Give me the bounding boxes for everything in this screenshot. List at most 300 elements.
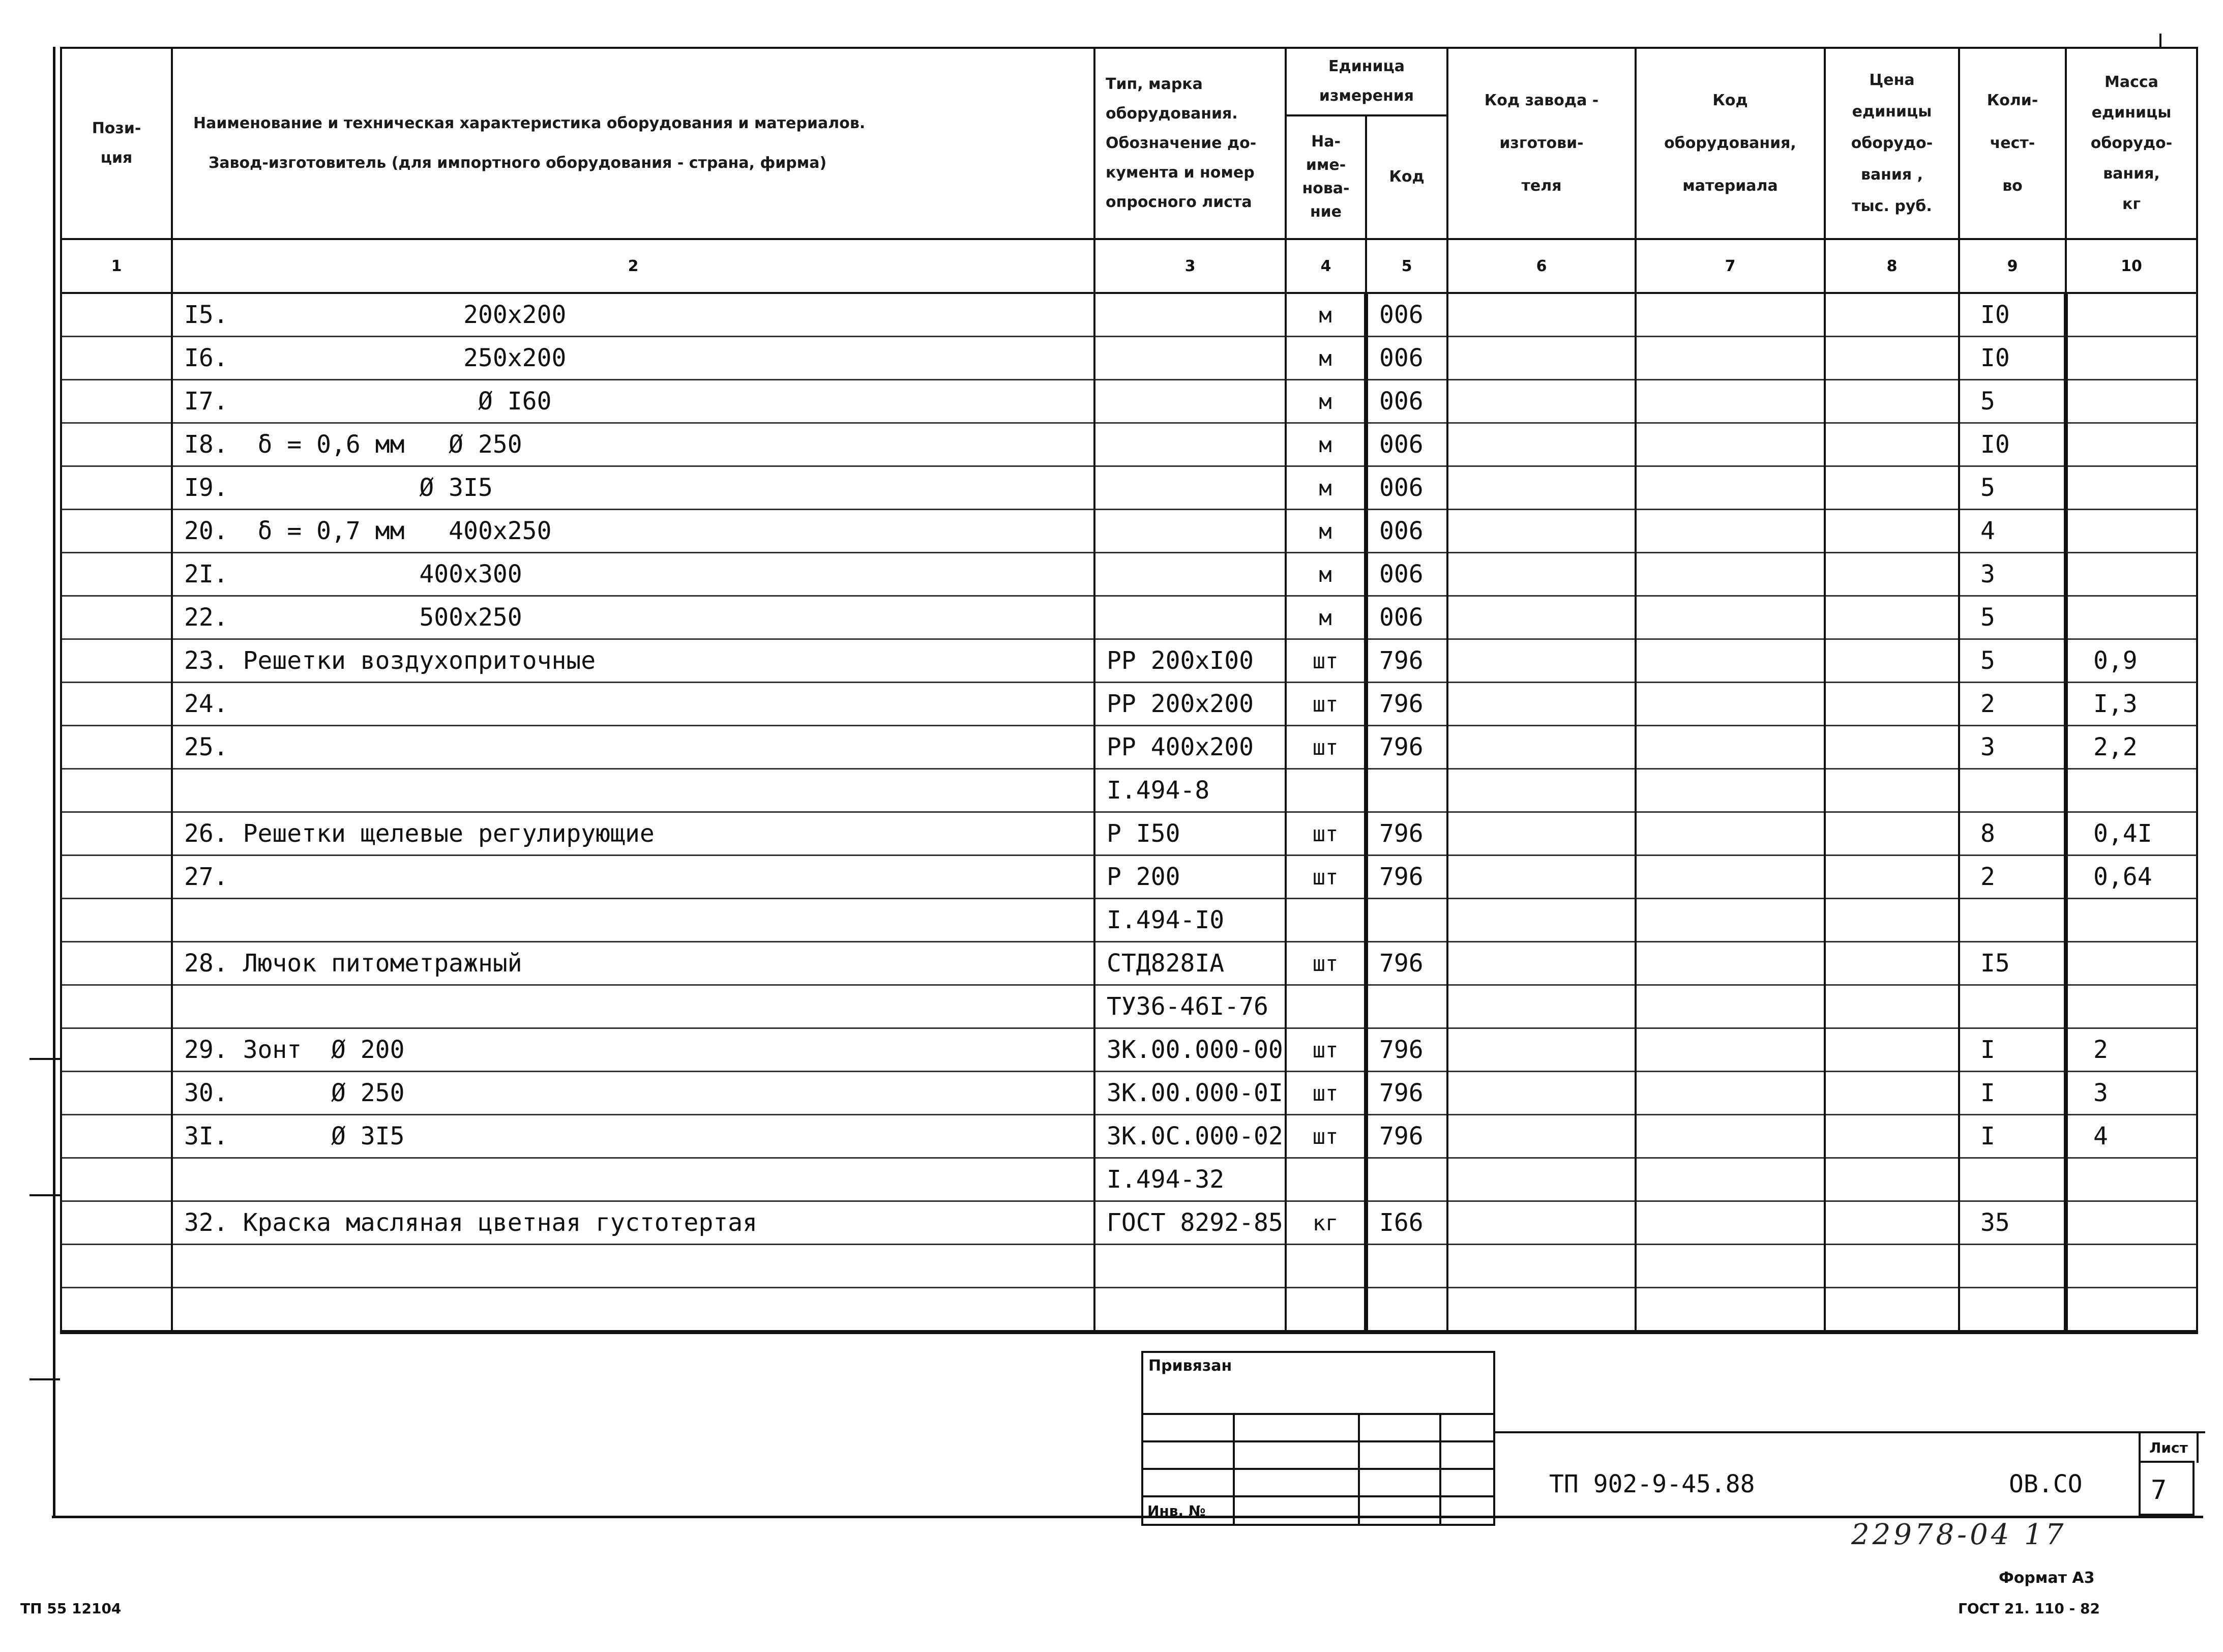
- cell-c10: [2066, 596, 2197, 639]
- header-name-line2: Завод-изготовитель (для импортного оборудования - страна, фирма): [209, 154, 827, 172]
- cell-c6: [1447, 1072, 1636, 1115]
- cell-c1: [61, 899, 172, 942]
- stamp-cell: [1234, 1414, 1359, 1441]
- cell-c7: [1636, 899, 1825, 942]
- cell-c2: 3I. Ø 3I5: [172, 1115, 1094, 1158]
- cell-c2: 23. Решетки воздухоприточные: [172, 639, 1094, 683]
- cell-c1: [61, 1115, 172, 1158]
- cell-c10: 0,64: [2066, 855, 2197, 899]
- cell-c1: [61, 1158, 172, 1201]
- specification-table: [60, 47, 2198, 1334]
- cell-c9: I0: [1959, 293, 2066, 337]
- cell-c4: шт: [1286, 942, 1366, 985]
- stamp-cell: [1234, 1496, 1359, 1525]
- specification-body: [61, 293, 2197, 1332]
- cell-c6: [1447, 1201, 1636, 1245]
- cell-c8: [1825, 855, 1959, 899]
- cell-c5: 796: [1366, 855, 1447, 899]
- cell-c2: 25.: [172, 726, 1094, 769]
- cell-c4: [1286, 1158, 1366, 1201]
- cell-c10: [2066, 380, 2197, 423]
- cell-c7: [1636, 293, 1825, 337]
- cell-c10: [2066, 899, 2197, 942]
- cell-c8: [1825, 942, 1959, 985]
- cell-c2: 24.: [172, 683, 1094, 726]
- col-number: 10: [2066, 239, 2197, 293]
- left-frame-line: [53, 47, 55, 1517]
- col-number: 9: [1959, 239, 2066, 293]
- stamp-title: Привязан: [1142, 1352, 1494, 1414]
- cell-c2: 32. Краска масляная цветная густотертая: [172, 1201, 1094, 1245]
- cell-c8: [1825, 1028, 1959, 1072]
- cell-c9: 4: [1959, 510, 2066, 553]
- cell-c8: [1825, 380, 1959, 423]
- cell-c9: 8: [1959, 812, 2066, 855]
- col-number: 1: [61, 239, 172, 293]
- cell-c10: I,3: [2066, 683, 2197, 726]
- header-unit-group: [1286, 48, 1447, 115]
- cell-c1: [61, 553, 172, 596]
- corner-tick: [2159, 34, 2161, 47]
- sheet-number: 7: [2139, 1461, 2195, 1516]
- header-name-line1: Наименование и техническая характеристика оборудования и материалов.: [193, 114, 866, 132]
- cell-c7: [1636, 812, 1825, 855]
- cell-c4: шт: [1286, 1028, 1366, 1072]
- binding-stamp: [1141, 1351, 1495, 1526]
- cell-c2: 28. Лючок питометражный: [172, 942, 1094, 985]
- cell-c2: 20. δ = 0,7 мм 400х250: [172, 510, 1094, 553]
- cell-c6: [1447, 293, 1636, 337]
- cell-c4: шт: [1286, 812, 1366, 855]
- cell-c10: [2066, 985, 2197, 1028]
- cell-c9: 2: [1959, 855, 2066, 899]
- cell-c2: [172, 1158, 1094, 1201]
- margin-mark: [29, 1194, 60, 1196]
- cell-c6: [1447, 596, 1636, 639]
- cell-c3: [1094, 1245, 1286, 1288]
- cell-c3: [1094, 596, 1286, 639]
- table-row: [61, 380, 2197, 423]
- cell-c8: [1825, 596, 1959, 639]
- cell-c9: 5: [1959, 596, 2066, 639]
- stamp-cell: [1234, 1441, 1359, 1469]
- col-number: 3: [1094, 239, 1286, 293]
- cell-c5: 796: [1366, 1028, 1447, 1072]
- cell-c8: [1825, 812, 1959, 855]
- cell-c9: [1959, 1158, 2066, 1201]
- cell-c7: [1636, 726, 1825, 769]
- cell-c7: [1636, 1201, 1825, 1245]
- col-number: 4: [1286, 239, 1366, 293]
- cell-c10: [2066, 466, 2197, 510]
- table-row: [61, 1201, 2197, 1245]
- cell-c5: 796: [1366, 942, 1447, 985]
- cell-c5: [1366, 769, 1447, 812]
- cell-c6: [1447, 337, 1636, 380]
- cell-c7: [1636, 510, 1825, 553]
- sheet-label: Лист: [2139, 1431, 2199, 1463]
- cell-c10: [2066, 337, 2197, 380]
- cell-c9: [1959, 1245, 2066, 1288]
- cell-c1: [61, 769, 172, 812]
- cell-c6: [1447, 510, 1636, 553]
- table-row: [61, 596, 2197, 639]
- stamp-cell: [1359, 1414, 1440, 1441]
- cell-c1: [61, 726, 172, 769]
- header-quantity: Коли- чест- во: [1959, 48, 2066, 239]
- cell-c9: 5: [1959, 380, 2066, 423]
- cell-c1: [61, 380, 172, 423]
- inventory-number-label: Инв. №: [1142, 1496, 1234, 1525]
- cell-c5: [1366, 1288, 1447, 1333]
- cell-c5: 796: [1366, 639, 1447, 683]
- cell-c1: [61, 423, 172, 466]
- cell-c3: [1094, 510, 1286, 553]
- col-number: 6: [1447, 239, 1636, 293]
- cell-c1: [61, 639, 172, 683]
- cell-c1: [61, 1245, 172, 1288]
- cell-c4: шт: [1286, 855, 1366, 899]
- table-row: [61, 639, 2197, 683]
- cell-c4: шт: [1286, 683, 1366, 726]
- cell-c4: шт: [1286, 1115, 1366, 1158]
- cell-c4: м: [1286, 466, 1366, 510]
- cell-c7: [1636, 596, 1825, 639]
- cell-c7: [1636, 337, 1825, 380]
- cell-c7: [1636, 683, 1825, 726]
- cell-c1: [61, 683, 172, 726]
- cell-c7: [1636, 1288, 1825, 1333]
- cell-c4: м: [1286, 337, 1366, 380]
- cell-c8: [1825, 1245, 1959, 1288]
- header-position: Пози- ция: [61, 48, 172, 239]
- stamp-cell: [1359, 1469, 1440, 1496]
- cell-c10: 2: [2066, 1028, 2197, 1072]
- cell-c5: 796: [1366, 812, 1447, 855]
- cell-c5: [1366, 985, 1447, 1028]
- cell-c4: [1286, 1245, 1366, 1288]
- cell-c9: 3: [1959, 726, 2066, 769]
- cell-c9: 35: [1959, 1201, 2066, 1245]
- cell-c6: [1447, 769, 1636, 812]
- cell-c3: I.494-I0: [1094, 899, 1286, 942]
- cell-c7: [1636, 769, 1825, 812]
- cell-c8: [1825, 899, 1959, 942]
- cell-c9: 5: [1959, 466, 2066, 510]
- bottom-left-code: ТП 55 12104: [20, 1600, 122, 1617]
- cell-c1: [61, 1201, 172, 1245]
- header-type: Тип, марка оборудования. Обозначение до- кумента и номер опросного листа: [1094, 48, 1286, 239]
- header-row-1: [61, 48, 2197, 115]
- cell-c8: [1825, 337, 1959, 380]
- cell-c6: [1447, 726, 1636, 769]
- cell-c3: ЗК.0С.000-02: [1094, 1115, 1286, 1158]
- cell-c3: РР 200хI00: [1094, 639, 1286, 683]
- table-row: [61, 1288, 2197, 1333]
- cell-c7: [1636, 1028, 1825, 1072]
- table-row: [61, 683, 2197, 726]
- cell-c5: 796: [1366, 683, 1447, 726]
- cell-c5: 796: [1366, 1115, 1447, 1158]
- cell-c9: [1959, 769, 2066, 812]
- cell-c6: [1447, 942, 1636, 985]
- table-row: [61, 293, 2197, 337]
- table-row: [61, 769, 2197, 812]
- cell-c8: [1825, 423, 1959, 466]
- cell-c1: [61, 985, 172, 1028]
- cell-c10: 3: [2066, 1072, 2197, 1115]
- cell-c10: [2066, 423, 2197, 466]
- cell-c9: I: [1959, 1115, 2066, 1158]
- cell-c6: [1447, 423, 1636, 466]
- stamp-cell: [1359, 1441, 1440, 1469]
- cell-c8: [1825, 466, 1959, 510]
- header-factory-code: Код завода - изготови- теля: [1447, 48, 1636, 239]
- table-row: [61, 510, 2197, 553]
- cell-c3: ЗК.00.000-00: [1094, 1028, 1286, 1072]
- cell-c7: [1636, 1158, 1825, 1201]
- cell-c6: [1447, 553, 1636, 596]
- col-number: 7: [1636, 239, 1825, 293]
- cell-c6: [1447, 639, 1636, 683]
- cell-c9: I: [1959, 1028, 2066, 1072]
- cell-c6: [1447, 683, 1636, 726]
- cell-c8: [1825, 553, 1959, 596]
- cell-c6: [1447, 812, 1636, 855]
- cell-c5: 006: [1366, 380, 1447, 423]
- cell-c9: I0: [1959, 337, 2066, 380]
- cell-c3: I.494-8: [1094, 769, 1286, 812]
- cell-c4: м: [1286, 510, 1366, 553]
- cell-c7: [1636, 466, 1825, 510]
- cell-c7: [1636, 942, 1825, 985]
- cell-c4: м: [1286, 596, 1366, 639]
- cell-c3: ГОСТ 8292-85: [1094, 1201, 1286, 1245]
- cell-c5: 006: [1366, 293, 1447, 337]
- stamp-cell: [1359, 1496, 1440, 1525]
- cell-c8: [1825, 1158, 1959, 1201]
- cell-c8: [1825, 1072, 1959, 1115]
- cell-c1: [61, 596, 172, 639]
- cell-c10: [2066, 942, 2197, 985]
- cell-c4: [1286, 985, 1366, 1028]
- cell-c5: [1366, 1158, 1447, 1201]
- table-row: [61, 1028, 2197, 1072]
- cell-c1: [61, 466, 172, 510]
- cell-c4: м: [1286, 380, 1366, 423]
- cell-c2: I6. 250х200: [172, 337, 1094, 380]
- cell-c7: [1636, 553, 1825, 596]
- cell-c2: [172, 1288, 1094, 1333]
- table-row: [61, 553, 2197, 596]
- col-number: 5: [1366, 239, 1447, 293]
- header-material-code: Код оборудования, материала: [1636, 48, 1825, 239]
- cell-c6: [1447, 1288, 1636, 1333]
- cell-c4: шт: [1286, 639, 1366, 683]
- stamp-cell: [1440, 1496, 1494, 1525]
- cell-c4: м: [1286, 293, 1366, 337]
- cell-c3: [1094, 1288, 1286, 1333]
- cell-c2: 26. Решетки щелевые регулирующие: [172, 812, 1094, 855]
- cell-c5: 006: [1366, 596, 1447, 639]
- cell-c7: [1636, 423, 1825, 466]
- stamp-cell: [1142, 1441, 1234, 1469]
- table-row: [61, 855, 2197, 899]
- cell-c8: [1825, 293, 1959, 337]
- cell-c6: [1447, 1158, 1636, 1201]
- header-mass: Масса единицы оборудо- вания, кг: [2066, 48, 2197, 239]
- cell-c5: 006: [1366, 337, 1447, 380]
- cell-c4: м: [1286, 423, 1366, 466]
- cell-c4: [1286, 769, 1366, 812]
- cell-c3: Р 200: [1094, 855, 1286, 899]
- cell-c10: 4: [2066, 1115, 2197, 1158]
- cell-c9: I: [1959, 1072, 2066, 1115]
- cell-c5: [1366, 899, 1447, 942]
- stamp-cell: [1440, 1441, 1494, 1469]
- cell-c2: 27.: [172, 855, 1094, 899]
- cell-c1: [61, 942, 172, 985]
- cell-c2: [172, 769, 1094, 812]
- cell-c1: [61, 337, 172, 380]
- cell-c8: [1825, 985, 1959, 1028]
- table-row: [61, 337, 2197, 380]
- cell-c2: 2I. 400х300: [172, 553, 1094, 596]
- format-label: Формат А3: [1999, 1569, 2095, 1587]
- cell-c5: 796: [1366, 726, 1447, 769]
- cell-c1: [61, 812, 172, 855]
- cell-c10: [2066, 553, 2197, 596]
- cell-c3: [1094, 553, 1286, 596]
- cell-c8: [1825, 1288, 1959, 1333]
- header-unit-group-text: Единица измерения: [1319, 57, 1414, 105]
- cell-c10: 0,9: [2066, 639, 2197, 683]
- cell-c2: [172, 899, 1094, 942]
- cell-c4: кг: [1286, 1201, 1366, 1245]
- cell-c3: СТД828IА: [1094, 942, 1286, 985]
- stamp-cell: [1142, 1469, 1234, 1496]
- table-row: [61, 1115, 2197, 1158]
- cell-c2: 29. Зонт Ø 200: [172, 1028, 1094, 1072]
- cell-c2: 30. Ø 250: [172, 1072, 1094, 1115]
- cell-c10: [2066, 1158, 2197, 1201]
- cell-c1: [61, 510, 172, 553]
- document-code: ТП 902-9-45.88: [1549, 1470, 1755, 1498]
- cell-c9: [1959, 1288, 2066, 1333]
- cell-c8: [1825, 1201, 1959, 1245]
- table-row: [61, 726, 2197, 769]
- cell-c6: [1447, 855, 1636, 899]
- cell-c3: ТУ36-46I-76: [1094, 985, 1286, 1028]
- margin-mark: [29, 1058, 60, 1060]
- cell-c8: [1825, 1115, 1959, 1158]
- header-price: Цена единицы оборудо- вания , тыс. руб.: [1825, 48, 1959, 239]
- header-name: [172, 48, 1094, 239]
- cell-c9: 5: [1959, 639, 2066, 683]
- cell-c3: [1094, 380, 1286, 423]
- cell-c8: [1825, 639, 1959, 683]
- cell-c1: [61, 855, 172, 899]
- cell-c8: [1825, 726, 1959, 769]
- cell-c1: [61, 293, 172, 337]
- cell-c10: [2066, 769, 2197, 812]
- table-row: [61, 985, 2197, 1028]
- cell-c2: I9. Ø 3I5: [172, 466, 1094, 510]
- table-row: [61, 899, 2197, 942]
- cell-c10: [2066, 1288, 2197, 1333]
- cell-c10: [2066, 293, 2197, 337]
- cell-c1: [61, 1072, 172, 1115]
- cell-c6: [1447, 899, 1636, 942]
- stamp-cell: [1440, 1414, 1494, 1441]
- table-row: [61, 1245, 2197, 1288]
- cell-c10: [2066, 510, 2197, 553]
- cell-c4: шт: [1286, 1072, 1366, 1115]
- document-section: ОВ.СО: [2009, 1470, 2083, 1498]
- cell-c10: 0,4I: [2066, 812, 2197, 855]
- cell-c6: [1447, 1115, 1636, 1158]
- cell-c3: [1094, 337, 1286, 380]
- cell-c3: [1094, 293, 1286, 337]
- cell-c7: [1636, 639, 1825, 683]
- cell-c6: [1447, 1028, 1636, 1072]
- cell-c7: [1636, 1245, 1825, 1288]
- bottom-right-standard: ГОСТ 21. 110 - 82: [1958, 1600, 2100, 1617]
- col-number: 8: [1825, 239, 1959, 293]
- cell-c7: [1636, 380, 1825, 423]
- cell-c5: 006: [1366, 466, 1447, 510]
- cell-c4: [1286, 1288, 1366, 1333]
- cell-c6: [1447, 380, 1636, 423]
- cell-c5: 006: [1366, 423, 1447, 466]
- table-row: [61, 466, 2197, 510]
- cell-c7: [1636, 1115, 1825, 1158]
- cell-c3: I.494-32: [1094, 1158, 1286, 1201]
- column-number-row: [61, 239, 2197, 293]
- cell-c4: [1286, 899, 1366, 942]
- cell-c2: 22. 500х250: [172, 596, 1094, 639]
- cell-c6: [1447, 466, 1636, 510]
- cell-c3: РР 200х200: [1094, 683, 1286, 726]
- cell-c4: м: [1286, 553, 1366, 596]
- stamp-cell: [1142, 1414, 1234, 1441]
- table-row: [61, 1158, 2197, 1201]
- handwritten-number: 22978-04 17: [1851, 1518, 2067, 1551]
- table-row: [61, 812, 2197, 855]
- header-unit-code: Код: [1366, 115, 1447, 239]
- cell-c9: [1959, 899, 2066, 942]
- cell-c3: Р I50: [1094, 812, 1286, 855]
- cell-c7: [1636, 1072, 1825, 1115]
- cell-c10: 2,2: [2066, 726, 2197, 769]
- cell-c4: шт: [1286, 726, 1366, 769]
- cell-c7: [1636, 855, 1825, 899]
- cell-c8: [1825, 683, 1959, 726]
- cell-c9: I5: [1959, 942, 2066, 985]
- cell-c2: I7. Ø I60: [172, 380, 1094, 423]
- cell-c6: [1447, 985, 1636, 1028]
- col-number: 2: [172, 239, 1094, 293]
- table-row: [61, 942, 2197, 985]
- cell-c3: РР 400х200: [1094, 726, 1286, 769]
- table-row: [61, 423, 2197, 466]
- stamp-cell: [1440, 1469, 1494, 1496]
- cell-c3: ЗК.00.000-0I: [1094, 1072, 1286, 1115]
- cell-c10: [2066, 1201, 2197, 1245]
- stamp-cell: [1234, 1469, 1359, 1496]
- cell-c1: [61, 1028, 172, 1072]
- cell-c8: [1825, 769, 1959, 812]
